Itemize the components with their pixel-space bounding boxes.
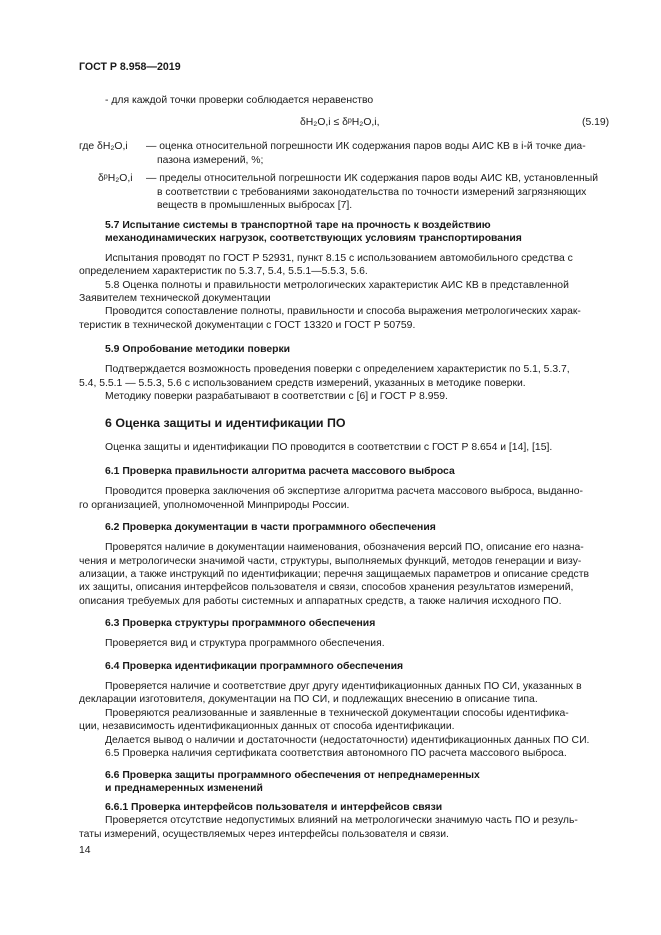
section-5-7-text-line2: определением характеристик по 5.3.7, 5.4, 5.5.1—5.5.3, 5.6. xyxy=(79,266,368,277)
page-number: 14 xyxy=(79,845,91,856)
section-6-1-line1: Проводится проверка заключения об экспертизе алгоритма расчета массового выброса, выданно- xyxy=(105,486,584,497)
section-6-heading: 6 Оценка защиты и идентификации ПО xyxy=(105,416,346,430)
section-6-6-1-line1: Проверяется отсутствие недопустимых влияний на метрологически значимую часть ПО и резуль- xyxy=(105,815,578,826)
where-desc-2-line1: — пределы относительной погрешности ИК содержания паров воды АИС КВ, установленный xyxy=(146,173,599,184)
where-desc-2-line2: в соответствии с требованиями законодательства по точности измерений загрязняющих xyxy=(157,187,587,198)
section-6-3-text: Проверяется вид и структура программного обеспечения. xyxy=(105,638,385,649)
section-6-4-line5: Делается вывод о наличии и достаточности (недостаточности) идентификационных данных ПО СИ. xyxy=(105,735,590,746)
section-5-9-line3: Методику поверки разрабатывают в соответствии с [6] и ГОСТ Р 8.959. xyxy=(105,391,448,402)
section-6-2-line2: чения и метрологически значимой части, структуры, выполняемых функций, методов генерации и визу- xyxy=(79,556,582,567)
section-6-text: Оценка защиты и идентификации ПО проводится в соответствии с ГОСТ Р 8.654 и [14], [15]. xyxy=(105,442,553,453)
section-5-9-line2: 5.4, 5.5.1 — 5.5.3, 5.6 с использованием средств измерений, указанных в методике поверки. xyxy=(79,378,526,389)
where-symbol-1: где δH₂O,i xyxy=(79,141,128,152)
document-header: ГОСТ Р 8.958—2019 xyxy=(79,61,181,73)
section-5-8-line3: Проводится сопоставление полноты, правильности и способа выражения метрологических харак- xyxy=(105,306,581,317)
section-6-6-heading-line1: 6.6 Проверка защиты программного обеспечения от непреднамеренных xyxy=(105,770,480,781)
section-6-2-line4: их защиты, описания интерфейсов пользователя и связи, способов хранения результатов измерений, xyxy=(79,582,574,593)
formula-5-19: δH₂O,i ≤ δᵖH₂O,i, xyxy=(300,117,380,128)
where-desc-1-line1: — оценка относительной погрешности ИК содержания паров воды АИС КВ в i-й точке диа- xyxy=(146,141,586,152)
intro-text: - для каждой точки проверки соблюдается неравенство xyxy=(105,95,374,106)
where-symbol-2: δᵖH₂O,i xyxy=(98,173,133,184)
where-desc-1-line2: пазона измерений, %; xyxy=(157,155,264,166)
section-6-2-line3: ализации, а также инструкций по идентификации; перечня защищаемых параметров и описание средств xyxy=(79,569,589,580)
section-6-2-line5: описания требуемых для работы системных и аппаратных средств, а также наличия исходного ПО. xyxy=(79,596,562,607)
section-6-3-heading: 6.3 Проверка структуры программного обеспечения xyxy=(105,618,376,629)
section-6-4-heading: 6.4 Проверка идентификации программного обеспечения xyxy=(105,661,404,672)
section-6-2-line1: Проверятся наличие в документации наименования, обозначения версий ПО, описание его назна- xyxy=(105,542,584,553)
section-6-6-heading-line2: и преднамеренных изменений xyxy=(105,783,263,794)
section-6-1-line2: го организацией, уполномоченной Минприроды России. xyxy=(79,500,350,511)
section-5-7-heading-line2: механодинамических нагрузок, соответствующих условиям транспортирования xyxy=(105,233,522,244)
section-6-4-line3: Проверяются реализованные и заявленные в технической документации способы идентифика- xyxy=(105,708,569,719)
section-6-4-line2: декларации изготовителя, документации на ПО СИ, и подлежащих внесению в описание типа. xyxy=(79,694,538,705)
section-5-7-text-line1: Испытания проводят по ГОСТ Р 52931, пункт 8.15 с использованием автомобильного средства с xyxy=(105,253,573,264)
section-6-1-heading: 6.1 Проверка правильности алгоритма расчета массового выброса xyxy=(105,466,455,477)
section-5-8-line4: теристик в технической документации с ГОСТ 13320 и ГОСТ Р 50759. xyxy=(79,320,416,331)
section-5-9-heading: 5.9 Опробование методики поверки xyxy=(105,344,291,355)
section-6-4-line4: ции, независимость идентификационных данных от способа идентификации. xyxy=(79,721,455,732)
section-5-8-line2: Заявителем технической документации xyxy=(79,293,271,304)
section-5-7-heading-line1: 5.7 Испытание системы в транспортной таре на прочность к воздействию xyxy=(105,220,491,231)
section-6-6-1-line2: таты измерений, осуществляемых через интерфейсы пользователя и связи. xyxy=(79,829,449,840)
section-5-8-line1: 5.8 Оценка полноты и правильности метрологических характеристик АИС КВ в представленной xyxy=(105,280,569,291)
section-6-5-line: 6.5 Проверка наличия сертификата соответствия автономного ПО расчета массового выброса. xyxy=(105,748,567,759)
section-6-2-heading: 6.2 Проверка документации в части программного обеспечения xyxy=(105,522,436,533)
section-5-9-line1: Подтверждается возможность проведения поверки с определением характеристик по 5.1, 5.3.7, xyxy=(105,364,570,375)
section-6-4-line1: Проверяется наличие и соответствие друг другу идентификационных данных ПО СИ, указанных в xyxy=(105,681,582,692)
section-6-6-1-heading: 6.6.1 Проверка интерфейсов пользователя и интерфейсов связи xyxy=(105,802,443,813)
formula-number: (5.19) xyxy=(582,117,610,128)
where-desc-2-line3: веществ в промышленных выбросах [7]. xyxy=(157,200,353,211)
